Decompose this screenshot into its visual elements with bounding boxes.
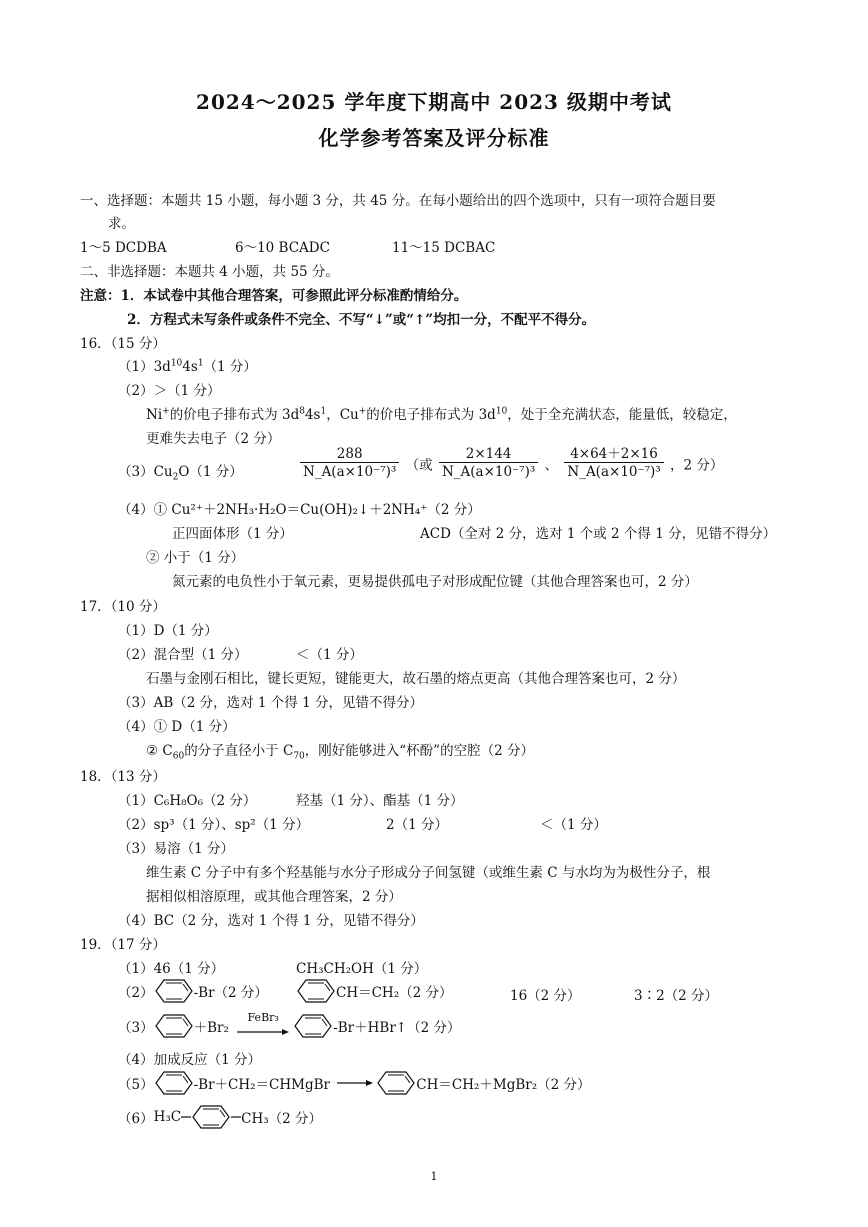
answers-1-5: 1～5 DCDBA: [80, 240, 167, 256]
q16-answer-3-formula: $\frac{288}{\text{N\_A(a×10⁻⁷)³}}$ （或 $\frac{2\times 144}{\text{N\_A(a×10⁻⁷)³}}$ 、 $\frac{4\times 64+2\times 16}{\text{N\_A(a×10⁻⁷)³}}$ ，2 分）: [298, 446, 723, 481]
q19-answer-2-styrene: CH＝CH₂（2 分）: [296, 978, 453, 1004]
q17-answer-4-2: ② $C_{60}$的分子直径小于 $C_{70}$，刚好能够进入“杯酚”的空腔（2 分）: [146, 743, 534, 762]
density-fraction-1: $\frac{288}{\text{N\_A(a×10⁻⁷)³}}$: [300, 446, 399, 481]
q16-answer-4-shape: 正四面体形（1 分）: [172, 526, 293, 542]
q18-answer-1-groups: 羟基（1 分）、酯基（1 分）: [296, 793, 464, 809]
q19-heading: 19．（17 分）: [80, 937, 166, 953]
q18-answer-1-formula: （1）C₆H₈O₆（2 分）: [118, 793, 257, 809]
q17-answer-3: （3）AB（2 分，选对 1 个得 1 分，见错不得分）: [118, 695, 423, 711]
q17-answer-2a: （2）混合型（1 分）: [118, 647, 248, 663]
page-number: 1: [430, 1170, 438, 1183]
density-fraction-2: $\frac{2\times 144}{\text{N\_A(a×10⁻⁷)³}}$: [439, 446, 538, 481]
reaction-arrow: FeBr₃: [237, 1012, 289, 1040]
title-line2: 化学参考答案及评分标准: [318, 126, 550, 150]
note-2: 2．方程式未写条件或条件不完全、不写“↓”或“↑”均扣一分，不配平不得分。: [127, 312, 596, 328]
q19-answer-3: （3） ＋Br₂ FeBr₃ -Br＋HBr↑（2 分）: [118, 1012, 460, 1040]
density-fraction-3: $\frac{4\times 64+2\times 16}{\text{N\_A(a×10⁻⁷)³}}$: [564, 446, 663, 481]
q19-answer-2-16: 16（2 分）: [510, 988, 581, 1004]
title-line1: 2024～2025 学年度下期高中 2023 级期中考试: [196, 90, 672, 114]
benzene-ring-icon: [376, 1070, 416, 1096]
benzene-ring-icon: [154, 978, 194, 1004]
q19-answer-2: （2） -Br（2 分）: [118, 978, 268, 1004]
q18-answer-2b: 2（1 分）: [386, 817, 448, 833]
arrow-right-icon: [337, 1079, 373, 1087]
benzene-ring-icon: [154, 1070, 194, 1096]
q19-answer-5: （5） -Br＋CH₂＝CHMgBr CH＝CH₂＋MgBr₂（2 分）: [118, 1070, 591, 1096]
q16-answer-4-acd: ACD（全对 2 分，选对 1 个或 2 个得 1 分，见错不得分）: [420, 526, 777, 542]
q19-answer-1b: CH₃CH₂OH（1 分）: [296, 961, 428, 977]
q18-answer-4: （4）BC（2 分，选对 1 个得 1 分，见错不得分）: [118, 913, 424, 929]
q16-answer-3: $(3)Cu_2O(1$ 分）: [118, 464, 243, 483]
benzene-ring-icon: [154, 1013, 194, 1039]
part1-heading: 一、选择题：本题共 15 小题，每小题 3 分，共 45 分。在每小题给出的四个选项中，只有一项符合题目要: [80, 193, 716, 209]
q19-answer-2-ratio: 3∶2（2 分）: [634, 988, 719, 1004]
part2-heading: 二、非选择题：本题共 4 小题，共 55 分。: [80, 264, 339, 280]
q16-answer-4-2: ② 小于（1 分）: [146, 550, 245, 566]
benzene-ring-icon: [296, 978, 336, 1004]
q17-answer-2-explanation: 石墨与金刚石相比，键长更短，键能更大，故石墨的熔点更高（其他合理答案也可，2 分）: [146, 671, 686, 687]
q18-answer-3: （3）易溶（1 分）: [118, 841, 234, 857]
q19-answer-1a: （1）46（1 分）: [118, 961, 225, 977]
q17-answer-2b: ＜（1 分）: [296, 647, 363, 663]
q16-answer-4-explanation: 氮元素的电负性小于氧元素，更易提供孤电子对形成配位键（其他合理答案也可，2 分）: [172, 574, 698, 590]
arrow-right-icon: [237, 1028, 289, 1036]
note-1: 注意：1．本试卷中其他合理答案，可参照此评分标准酌情给分。: [80, 288, 468, 304]
answers-11-15: 11～15 DCBAC: [392, 240, 496, 256]
q17-heading: 17．（10 分）: [80, 599, 166, 615]
bond-line: [181, 1113, 191, 1121]
q16-heading: 16．（15 分）: [80, 336, 166, 352]
benzene-ring-icon: [293, 1013, 333, 1039]
q17-answer-1: （1）D（1 分）: [118, 623, 218, 639]
q18-answer-3-explanation-cont: 据相似相溶原理，或其他合理答案，2 分）: [146, 889, 402, 905]
q18-answer-2c: ＜（1 分）: [540, 817, 607, 833]
q16-answer-2: （2）＞（1 分）: [118, 383, 221, 399]
q18-heading: 18．（13 分）: [80, 769, 166, 785]
q18-answer-2a: （2）sp³（1 分）、sp²（1 分）: [118, 817, 310, 833]
q18-answer-3-explanation: 维生素 C 分子中有多个羟基能与水分子形成分子间氢键（或维生素 C 与水均为为极性分子，根: [146, 865, 711, 881]
q17-answer-4-1: （4）① D（1 分）: [118, 719, 236, 735]
part1-heading-cont: 求。: [108, 216, 135, 232]
bond-line: [231, 1113, 241, 1121]
q19-answer-4: （4）加成反应（1 分）: [118, 1052, 261, 1068]
q16-answer-2-explanation: Ni+的价电子排布式为 $3d^84s^1$，Cu+的价电子排布式为 $3d^{10}$，处于全充满状态，能量低，较稳定，: [146, 406, 737, 423]
q19-answer-6: （6）H₃C CH₃（2 分）: [118, 1104, 322, 1130]
q16-answer-4-equation: （4）① Cu²⁺＋2NH₃·H₂O＝Cu(OH)₂↓＋2NH₄⁺（2 分）: [118, 502, 481, 518]
benzene-ring-icon: [191, 1104, 231, 1130]
q16-answer-2-explanation-cont: 更难失去电子（2 分）: [146, 431, 281, 447]
answers-6-10: 6～10 BCADC: [235, 240, 330, 256]
q16-answer-1: $(1)3d^{10}4s^1(1$ 分）: [118, 358, 257, 375]
